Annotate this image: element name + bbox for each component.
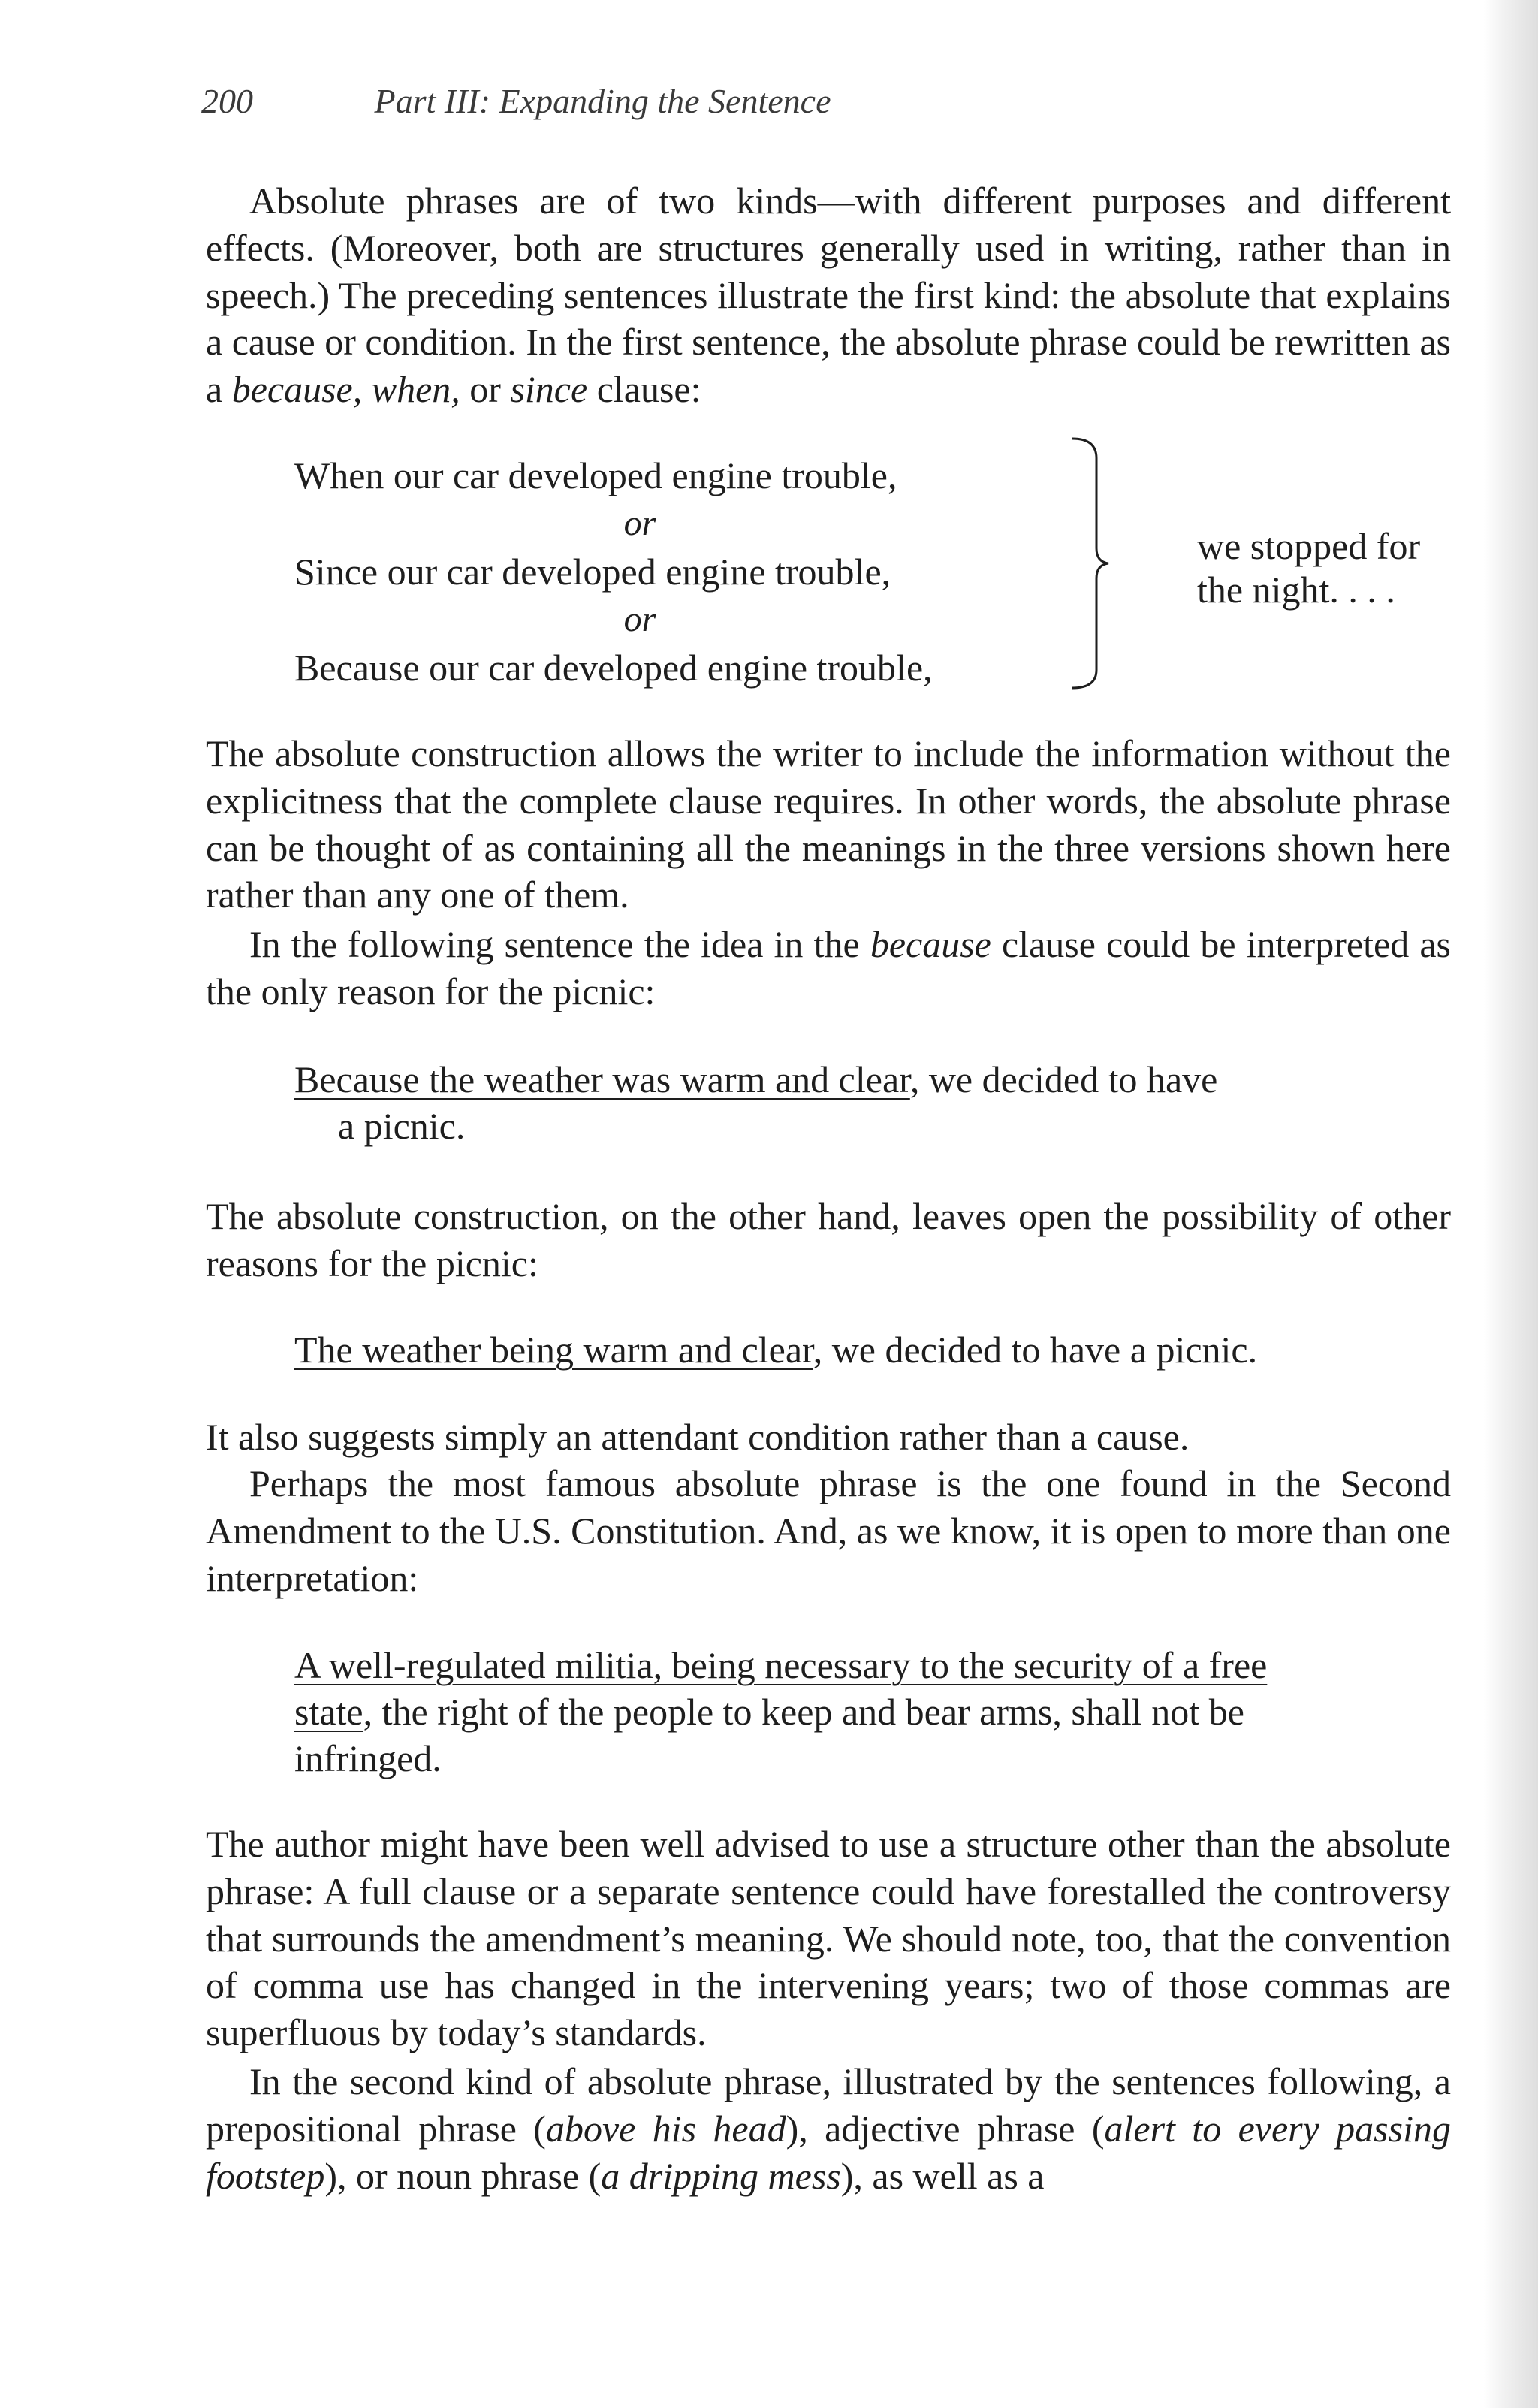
example-sentence-1: Because the weather was warm and clear, we decided to have a picnic.	[294, 1058, 1218, 1147]
example-sentence-2: The weather being warm and clear, we decided to have a picnic.	[294, 1329, 1258, 1371]
or-label: or	[623, 503, 656, 543]
underlined-clause: Because the weather was warm and clear	[294, 1058, 910, 1100]
result-clause-line-2: the night. . . .	[1197, 569, 1395, 611]
term-because: because	[870, 923, 991, 965]
result-clause-line-1: we stopped for	[1197, 525, 1421, 567]
paragraph-6: Perhaps the most famous absolute phrase is the one found in the Second Amendment to the U.S. Constitution. And, as we know, it is open to more than one interpretation:	[206, 1462, 1451, 1599]
paragraph-1: Absolute phrases are of two kinds—with different purposes and different effects. (Moreover, both are structures generally used in writing, rather than in speech.) The preceding sentences illustrate the first kind: the absolute that explains a cause or condition. In the first sentence, the absolute phrase could be rewritten as a because, when, or since clause:	[206, 180, 1451, 411]
alternative-since: Since our car developed engine trouble,	[294, 551, 891, 593]
running-title: Part III: Expanding the Sentence	[374, 82, 831, 120]
example-second-amendment: A well-regulated militia, being necessary to the security of a free state, the right of the people to keep and bear arms, shall not be infringed.	[294, 1644, 1268, 1779]
running-header	[201, 81, 831, 121]
page-number: 200	[201, 82, 253, 120]
right-brace-icon	[1066, 436, 1111, 691]
paragraph-2: The absolute construction allows the writer to include the information without the explicitness that the complete clause requires. In other words, the absolute phrase can be thought of as containing all the meanings in the three versions shown here rather than any one of them.	[206, 732, 1451, 916]
paragraph-5: It also suggests simply an attendant condition rather than a cause.	[206, 1416, 1190, 1458]
alternative-because: Because our car developed engine trouble,	[294, 647, 933, 689]
alternative-when: When our car developed engine trouble,	[294, 454, 897, 496]
paragraph-4: The absolute construction, on the other hand, leaves open the possibility of other reasons for the picnic:	[206, 1195, 1451, 1284]
or-label: or	[623, 599, 656, 639]
underlined-absolute-phrase: state	[294, 1691, 363, 1733]
example-noun-phrase: a dripping mess	[601, 2154, 841, 2197]
term-since: since	[510, 368, 588, 411]
term-when: when,	[371, 368, 460, 411]
example-adjective-phrase: alert to every passing footstep	[206, 2107, 1451, 2197]
underlined-absolute-phrase: A well-regulated militia, being necessary to the security of a free	[294, 1644, 1268, 1686]
page-edge-shadow	[1484, 0, 1538, 2408]
term-because: because,	[231, 368, 363, 411]
paragraph-8: In the second kind of absolute phrase, illustrated by the sentences following, a prepositional phrase (above his head), adjective phrase (alert to every passing footstep), or noun phrase (a dripping mess), as well as a	[206, 2060, 1451, 2197]
example-prepositional-phrase: above his head	[545, 2107, 786, 2150]
underlined-absolute-phrase: The weather being warm and clear	[294, 1329, 813, 1371]
paragraph-7: The author might have been well advised to use a structure other than the absolute phrase: A full clause or a separate sentence could have forestalled the controversy that surrounds the amendment’s meaning. We should note, too, that the convention of comma use has changed in the intervening years; two of those commas are superfluous by today’s standards.	[206, 1823, 1451, 2054]
paragraph-3: In the following sentence the idea in the because clause could be interpreted as the only reason for the picnic:	[206, 923, 1452, 1012]
